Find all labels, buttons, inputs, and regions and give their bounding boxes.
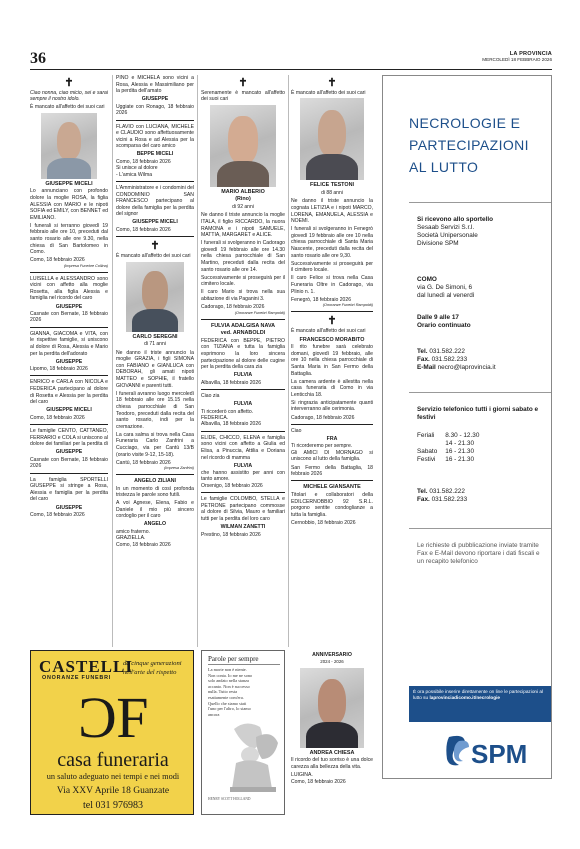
notice-signature: FULVIA xyxy=(233,401,253,408)
poem-text: La morte non è niente. Non conta. Io me ne sono solo andato nella stanza accanto. Non è successo nulla. Tutto resta esattamente com'era. Quello che siamo stati l'uno per l'altro, lo siamo ancora xyxy=(208,667,253,717)
notice-date: Como, 18 febbraio 2026 xyxy=(116,226,171,233)
contact-info: Tel. 031.582.222 Fax. 031.582.233 E-Mail necro@laprovincia.it xyxy=(417,348,496,371)
castelli-funeral-ad xyxy=(30,650,194,815)
notice-intro: È mancato all'affetto dei suoi cari xyxy=(291,328,366,335)
notice-text: amico fraterno. xyxy=(116,528,150,535)
column-divider xyxy=(288,75,289,647)
notice-text: ENRICO e CARLA con NICOLA e FEDERICA partecipano al dolore di Rosetta e Alessia per la perdita del caro xyxy=(30,379,108,406)
notice-date: Cadorago, 18 febbraio 2026 xyxy=(291,414,355,421)
publication-note: Le richieste di pubblicazione inviate tramite Fax e E-Mail devono riportare i dati fiscali e un recapito telefonico xyxy=(417,542,540,565)
funeral-agency: (Impresa Funebre Collina) xyxy=(63,263,108,268)
divider xyxy=(201,389,285,390)
notice-text: La camera ardente è allestita nella casa funeraria di Como in via Lenticchia 18. xyxy=(291,378,373,398)
notice-signature: GIUSEPPE xyxy=(55,449,83,456)
ad-monogram: CF xyxy=(79,685,147,750)
divider xyxy=(30,327,108,328)
poem-title: Parole per sempre xyxy=(208,655,280,665)
notice-text: Le famiglie COLOMBO, STELLA e PETRONE partecipano commosse al dolore di Silvia, Mauro e familiari tutti per la perdita del loro caro xyxy=(201,496,285,522)
notice-signature: WILMAN ZANETTI xyxy=(220,524,266,531)
deceased-name: FELICE TESTONI xyxy=(310,182,354,189)
notice-intro: È mancato all'affetto dei suoi cari xyxy=(116,253,191,260)
divider xyxy=(116,236,194,237)
notice-text: Ti ricorderò con affetto. xyxy=(201,408,254,415)
divider xyxy=(30,375,108,376)
notice-text: Il caro Mario si trova nella sua abitazione di via Paganini 3. xyxy=(201,289,285,303)
publication-name: LA PROVINCIA xyxy=(509,51,552,57)
cross-icon: ✝ xyxy=(327,77,337,89)
notice-text: I funerali si svolgeranno in Fenegrò giovedì 19 febbraio alle ore 10 nella chiesa parrocchiale di Santa Maria Nascente, preceduti dalla recita del santo rosario alle ore 9,30. xyxy=(291,226,373,259)
notice-text: Ne danno il triste annuncio la cognata LETIZIA e i nipoti MARCO, LORENA, EMANUELA, ALESSIA e NOEMI. xyxy=(291,198,373,225)
fax-number: 031.582.233 xyxy=(431,356,468,363)
divider xyxy=(30,424,108,425)
notice-signature: FULVIA xyxy=(233,372,253,379)
ad-brand-sub: ONORANZE FUNEBRI xyxy=(42,675,112,681)
cross-icon: ✝ xyxy=(64,77,74,89)
notice-intro: Serenamente è mancato all'affetto dei suoi cari xyxy=(201,90,285,103)
notice-date: Albavilla, 18 febbraio 2026 xyxy=(201,421,262,428)
deceased-name: FRANCESCO MORABITO xyxy=(299,336,365,343)
notice-text: Il rito funebre sarà celebrato domani, giovedì 19 febbraio, alle ore 10 nella chiesa parrocchiale di Santa Maria in San Fermo della Battaglia. xyxy=(291,344,373,377)
notice-heading: ANGELO ZILIANI xyxy=(134,478,176,485)
necrology-info-panel xyxy=(382,75,552,779)
notice-date: Fenegrò, 18 febbraio 2026 xyxy=(291,296,352,303)
notice-signature: GIUSEPPE xyxy=(141,96,169,103)
divider xyxy=(30,473,108,474)
online-link[interactable]: laprovinciadicomo.it/necrologie xyxy=(429,695,501,700)
column-divider xyxy=(112,75,113,647)
deceased-subtitle: ved. ARNABOLDI xyxy=(220,330,266,337)
portrait-photo xyxy=(300,98,364,180)
notice-text: In un momento di così profonda tristezza le parole sono futili. xyxy=(116,485,194,499)
contact-info-weekend: Tel. 031.582.222 Fax. 031.582.233 xyxy=(417,488,468,503)
notice-date: Uggiate con Ronago, 18 febbraio 2026 xyxy=(116,103,194,117)
notice-text: GIANNA, GIACOMA e VITA, con le rispettive famiglie, si uniscono al dolore di Rosa, Alessia e Mario per la perdita dell'adorato xyxy=(30,330,108,357)
notice-text: Ciao xyxy=(291,427,302,434)
phone-schedule: Feriali 8.30 - 12.30 14 - 21.30 Sabato 16 - 21.30 Festivi 16 - 21.30 xyxy=(417,432,480,463)
notice-signature: GIUSEPPE xyxy=(55,504,83,511)
notice-text: Titolari e collaboratori della EDILCERNOBBIO 92 S.R.L. porgono sentite condoglianze a tutta la famiglia. xyxy=(291,491,373,518)
ad-address: Via XXV Aprile 18 Guanzate xyxy=(56,786,170,796)
notice-text: FEDERICA. xyxy=(201,414,229,421)
obituary-column-3 xyxy=(201,75,285,647)
notice-date: San Fermo della Battaglia, 18 febbraio 2026 xyxy=(291,464,373,477)
notice-text: che hanno assistito per anni con tanto amore. xyxy=(201,470,285,483)
notice-text: PINO e MICHELA sono vicini a Rosa, Alessia e Massimiliano per la perdita dell'amato xyxy=(116,75,194,95)
angel-statue-image xyxy=(226,719,282,793)
fax-number: 031.582.233 xyxy=(431,496,468,503)
notice-text: Ne danno il triste annuncio la moglie GRAZIA, i figli SIMONA con FABIANO e GIANLUCA con DEBORAH, gli amati nipoti MATTEO e SOPHIE, il fratello GIOVANNI e parenti tutti. xyxy=(116,349,194,389)
poem-author: HENRY SCOTT HOLLAND xyxy=(208,797,251,801)
page-number: 36 xyxy=(30,50,46,67)
notice-intro: È mancato all'affetto dei suoi cari xyxy=(30,104,105,111)
divider xyxy=(201,319,285,320)
notice-text: Successivamente si proseguirà per il cimitero locale. xyxy=(291,260,373,274)
spm-logo xyxy=(445,731,541,773)
notice-text: Gli AMICI DI MORNAGO si uniscono al lutto della famiglia. xyxy=(291,449,373,463)
deceased-age: di 88 anni xyxy=(321,190,343,196)
divider xyxy=(116,120,194,121)
deceased-nickname: (Rino) xyxy=(235,196,251,203)
deceased-name: CARLO SEREGNI xyxy=(132,333,178,340)
deceased-name: MARIO ALBERIO xyxy=(221,188,265,195)
ad-slogan: un saluto adeguato nei tempi e nei modi xyxy=(46,772,180,781)
online-note-banner: È ora possibile inserire direttamente on line le partecipazioni al lutto su laprovinciadicomo.it/necrologie xyxy=(409,686,551,722)
page-header xyxy=(30,48,552,70)
phone-number: 031.582.222 xyxy=(429,348,465,355)
notice-date: Casnate con Bernate, 18 febbraio 2026 xyxy=(30,310,108,324)
notice-text: Le famiglie CENTO, CATTANEO, FERRARIO e COLA si uniscono al dolore dei familiari per la perdita di xyxy=(30,428,108,448)
notice-date: Como, 18 febbraio 2026 xyxy=(30,414,85,421)
deceased-name: FULVIA ADALGISA NAVA xyxy=(210,322,276,329)
notice-date: Lipomo, 18 febbraio 2026 xyxy=(30,366,88,373)
notice-date: Como, 18 febbraio 2026 xyxy=(116,158,171,165)
notice-text: LUISELLA e ALESSANDRO sono vicini con affetto alla moglie Rosetta, alla figlia Alessia e famiglia nel ricordo del caro xyxy=(30,275,108,302)
notice-text: La cara salma si trova nella Casa Funeraria Carlo Zanfrini a Cucciago, via per Cantù 13/B (orario visite 9-12, 15-18). xyxy=(116,431,194,458)
phone-service-title: Servizio telefonico tutti i giorni sabato e festivi xyxy=(417,406,539,421)
portrait-photo xyxy=(41,113,97,179)
notice-text: FLAVIO con LUCIANA, MICHELE e CLAUDIO sono affettuosamente vicini a Rosa e ad Alessia per la scomparsa del caro amico xyxy=(116,123,194,150)
notice-date: Cadorago, 18 febbraio 2026 xyxy=(201,304,265,311)
funeral-agency: (Impresa Zanfrini) xyxy=(164,466,194,471)
phone-number: 031.582.222 xyxy=(429,488,465,495)
notice-text: Ciao zia xyxy=(201,393,220,399)
notice-text: I funerali si terranno giovedì 19 febbraio alle ore 10, preceduti dal santo rosario alle ore 9.30, nella chiesa di San Bartolomeo in Como. xyxy=(30,222,108,256)
anniversary-label: ANNIVERSARIO xyxy=(312,652,352,658)
office-hours: Dalle 9 alle 17 Orario continuato xyxy=(417,314,471,329)
notice-text: Si unisce al dolore xyxy=(116,165,158,172)
divider xyxy=(409,528,551,529)
portrait-photo xyxy=(126,262,184,332)
notice-text: GRAZIELLA. xyxy=(116,535,146,542)
divider xyxy=(409,202,551,203)
notice-text: Il caro Felice si trova nella Casa Funeraria Oltre in Cadorago, via Plinio n. 1. xyxy=(291,275,373,295)
notice-date: Cernobbio, 18 febbraio 2026 xyxy=(291,519,356,526)
notice-text: L'Amministratore e i condomini del CONDOMINIO SAN FRANCESCO partecipano al dolore della famiglia per la perdita del signor xyxy=(116,185,194,218)
notice-date: Prestino, 18 febbraio 2026 xyxy=(201,531,261,538)
divider xyxy=(291,480,373,481)
office-info: Si ricevono allo sportello Sesaab Servizi S.r.l. Società Unipersonale Divisione SPM xyxy=(417,216,493,247)
notice-text: - L'amica Wilma xyxy=(116,171,153,178)
divider xyxy=(409,392,551,393)
issue-date: MERCOLEDÌ 18 FEBBRAIO 2026 xyxy=(482,57,552,62)
ad-phone: tel 031 976983 xyxy=(83,800,143,811)
notice-signature: FRA xyxy=(326,436,338,443)
portrait-photo xyxy=(300,668,364,748)
poem-box xyxy=(201,650,285,815)
divider xyxy=(116,181,194,182)
notice-signature: GIUSEPPE xyxy=(55,358,83,365)
notice-text: La famiglia SPORTELLI GIUSEPPE si stringe a Rosa, Alessia e famiglia per la perdita del caro xyxy=(30,476,108,503)
obituary-column-1 xyxy=(30,75,108,647)
funeral-agency: (Onoranze Funebri Rampoldi) xyxy=(234,310,285,315)
notice-date: Albavilla, 18 febbraio 2026 xyxy=(201,379,262,386)
deceased-age: di 92 anni xyxy=(232,204,254,210)
obituary-column-4 xyxy=(291,75,373,647)
deceased-name: ANDREA CHIESA xyxy=(309,749,355,756)
office-address: COMO via G. De Simoni, 6 dal lunedì al venerdì xyxy=(417,276,475,299)
divider xyxy=(201,492,285,493)
notice-intro: È mancato all'affetto dei suoi cari xyxy=(291,90,366,96)
notice-text: A voi Agnese, Elena, Fabio e Daniele il mio più sincero cordoglio per il caro xyxy=(116,500,194,520)
deceased-age: di 71 anni xyxy=(144,341,166,348)
cross-icon: ✝ xyxy=(150,240,160,253)
notice-signature: GIUSEPPE MICELI xyxy=(132,219,178,226)
notice-signature: BEPPE MICELI xyxy=(136,151,174,158)
panel-title: NECROLOGIE E PARTECIPAZIONI AL LUTTO xyxy=(409,115,529,175)
divider xyxy=(291,424,373,425)
funeral-agency: (Onoranze Funebri Rampoldi) xyxy=(322,303,373,308)
email-link[interactable]: necro@laprovincia.it xyxy=(437,364,496,371)
spm-logo-text: SPM xyxy=(471,739,528,769)
notice-text: I funerali avranno luogo mercoledì 18 febbraio alle ore 15.15 nella chiesa parrocchiale di San Teodoro, preceduti dalla recita del santo rosario, indi per la cremazione. xyxy=(116,390,194,430)
notice-date: Como, 18 febbraio 2026 xyxy=(30,511,85,518)
notice-intro: Ciao nonna, ciao micio, sei e sarai sempre il nostro idolo. xyxy=(30,90,108,103)
notice-text: Lo annunciano con profondo dolore la moglie ROSA, la figlia ALESSIA con MARIO e le nipoti SOFIA ed EMILY, con BENNET ed EMILIANO. xyxy=(30,188,108,221)
notice-text: Ti ricorderemo per sempre. xyxy=(291,443,353,450)
notice-signature: LUIGINA. xyxy=(291,772,313,779)
notice-text: Il ricordo del tuo sorriso è una dolce carezza alla bellezza della vita. xyxy=(291,757,373,770)
notice-date: Como, 18 febbraio 2026 xyxy=(291,778,346,785)
notice-signature: FULVIA xyxy=(233,462,253,469)
divider xyxy=(201,431,285,432)
obituary-column-2 xyxy=(116,75,194,647)
ad-product: casa funeraria xyxy=(57,749,169,771)
portrait-photo xyxy=(210,105,276,187)
notice-date: Cantù, 18 febbraio 2026 xyxy=(116,459,171,466)
notice-signature: GIUSEPPE xyxy=(55,303,83,310)
notice-date: Como, 18 febbraio 2026 xyxy=(30,257,85,264)
deceased-name: MICHELE GIANSANTE xyxy=(303,484,361,491)
ad-tagline: da cinque generazioni nell'arte del rispetto xyxy=(123,660,182,676)
notice-text: I funerali si svolgeranno in Cadorago giovedì 19 febbraio alle ore 14.30 nella chiesa parrocchiale di San Martino, preceduti dalla recita del santo rosario alle ore 14. xyxy=(201,240,285,273)
cross-icon: ✝ xyxy=(238,77,248,89)
ad-brand: CASTELLI xyxy=(39,657,133,676)
notice-date: Como, 18 febbraio 2026 xyxy=(116,541,171,548)
notice-text: ELIDE, CHICCO, ELENA e famiglia sono vicini con affetto a Giulia ed Elisa, a Pinuccia, Attilia e Doriana nel ricordo di mamma xyxy=(201,434,285,461)
notice-text: Successivamente si proseguirà per il cimitero locale. xyxy=(201,274,285,288)
divider xyxy=(116,474,194,475)
notice-text: FEDERICA con BEPPE, PIETRO con TIZIANA e tutta la famiglia esprimono la loro sincera partecipazione al dolore delle cugine per la perdita della cara zia xyxy=(201,337,285,371)
cross-icon: ✝ xyxy=(327,315,337,328)
deceased-name: GIUSEPPE MICELI xyxy=(45,180,93,187)
notice-signature: GIUSEPPE MICELI xyxy=(46,407,92,414)
notice-text: Si ringrazia anticipatamente quanti interverranno alle cerimonia. xyxy=(291,399,373,413)
masthead xyxy=(482,51,552,63)
divider xyxy=(291,311,373,312)
column-divider xyxy=(197,75,198,647)
notice-signature: ANGELO xyxy=(143,521,167,528)
notice-text: Ne danno il triste annuncio la moglie ITALA, il figlio RICCARDO, la nuora RAMONA e i nipoti SAMUELE, MATTIA, MARGARET e ALICE. xyxy=(201,212,285,239)
divider xyxy=(30,272,108,273)
notice-date: Casnate con Bernate, 18 febbraio 2026 xyxy=(30,456,108,470)
notice-date: Orsenigo, 18 febbraio 2026 xyxy=(201,482,263,489)
anniversary-years: 2024 - 2026 xyxy=(320,659,344,665)
anniversary-notice xyxy=(291,650,373,815)
